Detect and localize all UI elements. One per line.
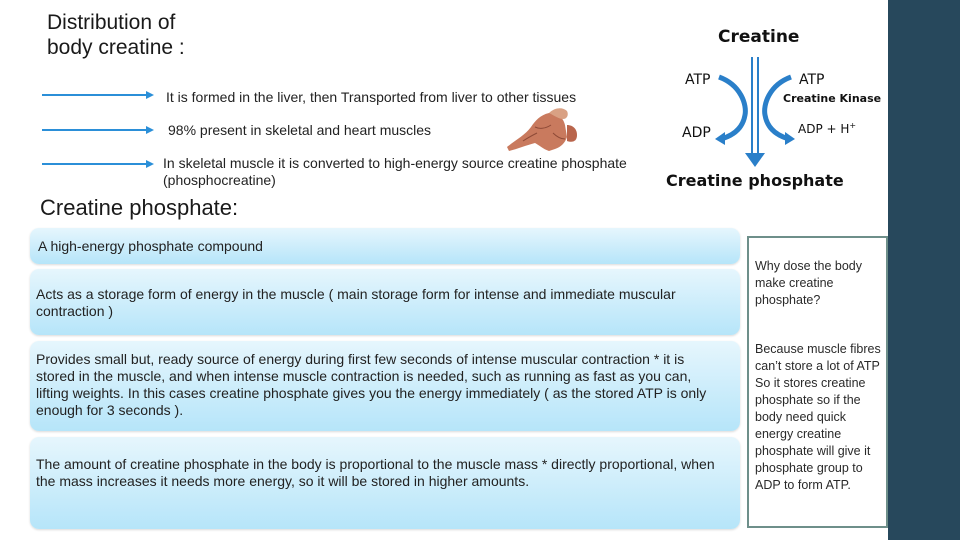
info-box-2-text: Acts as a storage form of energy in the muscle ( main storage form for intense and immediate muscular contraction ) (36, 286, 676, 319)
info-box-1-text: A high-energy phosphate compound (38, 238, 263, 254)
page-title: Distribution of body creatine : (47, 11, 185, 59)
info-box-4 (30, 437, 740, 529)
side-decoration-panel (888, 0, 960, 540)
reaction-arrows-icon (715, 55, 795, 170)
diagram-atp-left: ATP (685, 72, 711, 88)
diagram-creatine-label: Creatine (718, 27, 800, 47)
qa-box (747, 236, 888, 528)
diagram-enzyme-label: Creatine Kinase (783, 92, 882, 105)
muscular-arm-figure-icon (505, 103, 580, 153)
diagram-adp-right: ADP + H+ (798, 121, 857, 136)
qa-question: Why dose the body make creatine phosphate? (755, 259, 863, 307)
qa-answer: Because muscle fibres can’t store a lot of ATP So it stores creatine phosphate so if the body need quick energy creatine phosphate will give it phosphate group to ADP to form ATP. (755, 342, 881, 492)
info-box-3-text: Provides small but, ready source of energy during first few seconds of intense muscular contraction * it is stored in the muscle, and when intense muscle contraction is needed, such as running as fast as you can, lifting weights. In this cases creatine phosphate gives you the energy immediately ( as the stored ATP is only enough for 3 seconds ). (36, 351, 707, 418)
bullet-arrow-3-icon (42, 160, 154, 168)
section-title: Creatine phosphate: (40, 195, 239, 220)
diagram-atp-right: ATP (799, 72, 825, 88)
diagram-adp-left: ADP (682, 125, 711, 141)
diagram-creatine-phosphate-label: Creatine phosphate (666, 171, 844, 190)
bullet-text-3: In skeletal muscle it is converted to high-energy source creatine phosphate (phosphocreatine) (163, 155, 627, 188)
bullet-arrow-2-icon (42, 126, 154, 134)
info-box-2 (30, 269, 740, 335)
bullet-text-2: 98% present in skeletal and heart muscles (168, 122, 432, 138)
info-box-1 (30, 228, 740, 264)
bullet-arrow-1-icon (42, 91, 154, 99)
bullet-text-1: It is formed in the liver, then Transported from liver to other tissues (166, 89, 577, 105)
info-box-3 (30, 341, 740, 431)
info-box-4-text: The amount of creatine phosphate in the body is proportional to the muscle mass * directly proportional, when the mass increases it needs more energy, so it will be stored in higher amounts. (36, 456, 715, 489)
